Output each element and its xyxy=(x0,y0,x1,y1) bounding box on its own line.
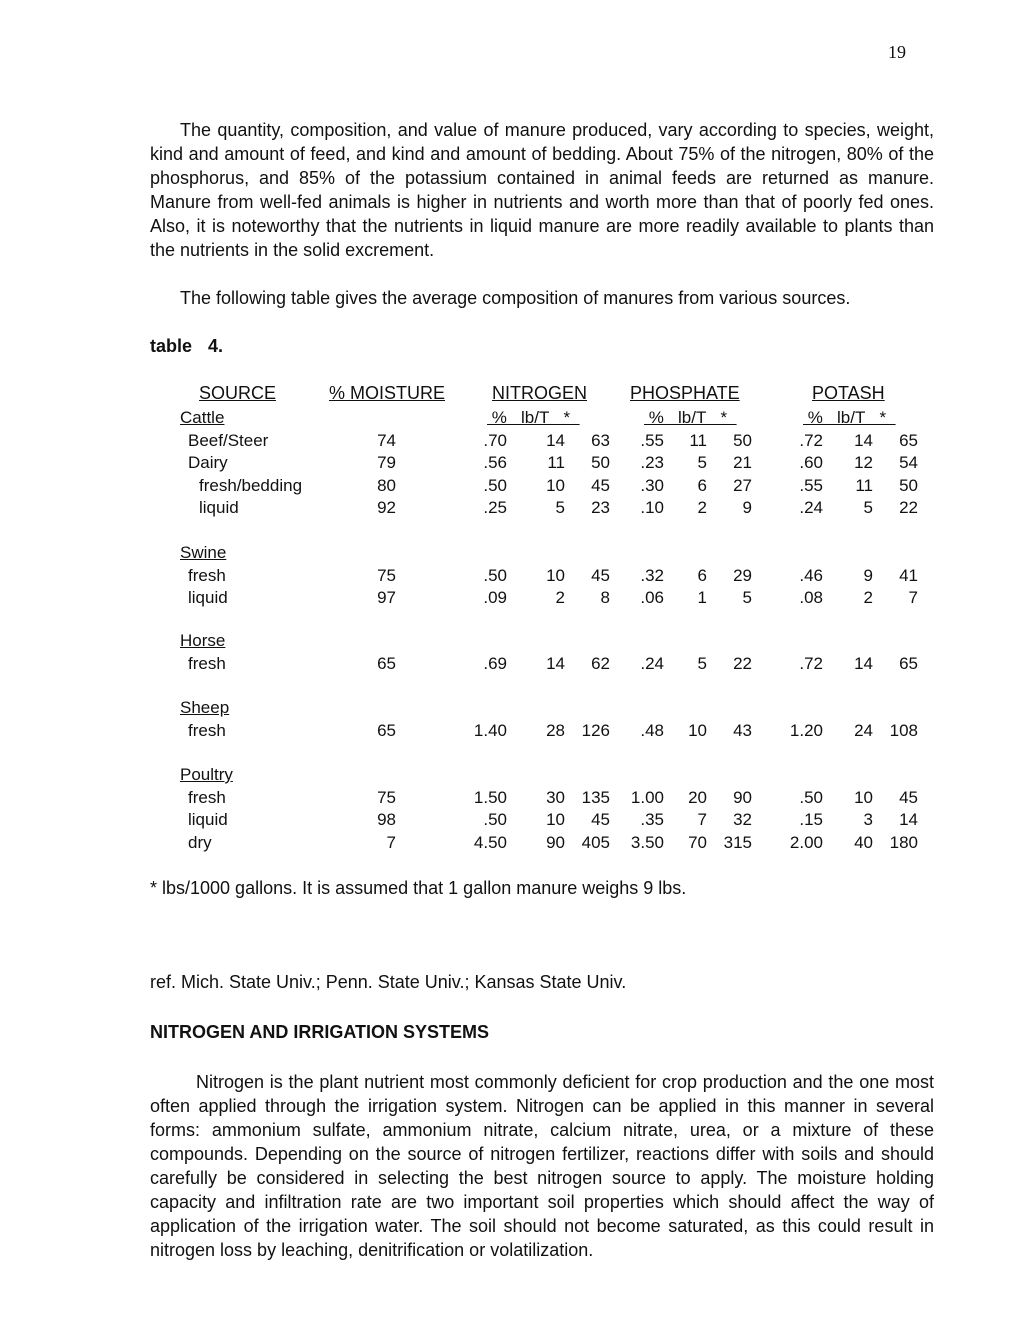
row-label: Dairy xyxy=(188,453,228,472)
potash-value: 54 xyxy=(899,453,918,472)
moisture-value: 75 xyxy=(377,787,396,807)
section-heading: NITROGEN AND IRRIGATION SYSTEMS xyxy=(150,1022,490,1042)
nitrogen-value: 63 xyxy=(591,430,610,450)
nitrogen-value: .56 xyxy=(483,453,507,472)
intro-paragraph-text: The quantity, composition, and value of manure produced, vary according to species, weight, kind and amount of feed, and kind and amount of bedding. About 75% of the nitrogen, 80% of the phosphorus, and 85% of the potassium contained in animal feeds are returned as manure. Manure from well-fed animals is higher in nutrients and worth more than that of poorly fed ones. Also, it is noteworthy that the nutrients in liquid manure are more readily available to plants than the nutrients in the solid excrement. xyxy=(150,120,934,260)
header-potash: POTASH xyxy=(812,383,885,403)
table-caption-number: 4. xyxy=(208,336,224,356)
phosphate-value: .06 xyxy=(640,588,664,607)
header-nitrogen: NITROGEN xyxy=(492,383,588,403)
row-label: fresh/bedding xyxy=(199,475,303,495)
row-label: Beef/Steer xyxy=(188,430,269,450)
potash-value: 22 xyxy=(899,498,918,517)
potash-value: .24 xyxy=(799,498,823,517)
potash-value: 11 xyxy=(855,475,873,495)
table-caption xyxy=(150,336,223,357)
potash-value: 14 xyxy=(899,810,918,829)
phosphate-value: 20 xyxy=(688,787,707,807)
phosphate-value: 32 xyxy=(733,810,752,829)
moisture-value: 65 xyxy=(377,720,396,740)
nitrogen-value: .25 xyxy=(483,498,507,517)
phosphate-value: 9 xyxy=(742,498,752,517)
phosphate-value: 3.50 xyxy=(630,832,664,852)
nitrogen-value: 45 xyxy=(591,475,610,495)
nitrogen-value: 11 xyxy=(547,453,565,472)
nitrogen-value: 10 xyxy=(546,475,565,495)
phosphate-value: 315 xyxy=(723,832,752,852)
nitrogen-value: .50 xyxy=(483,810,507,829)
phosphate-value: 1.00 xyxy=(630,787,664,807)
potash-value: 14 xyxy=(854,653,873,673)
phosphate-value: 27 xyxy=(733,475,752,495)
header-moisture: % MOISTURE xyxy=(329,383,446,403)
phosphate-value: 10 xyxy=(688,720,707,740)
table-caption-label: table xyxy=(150,336,193,356)
nitrogen-value: 8 xyxy=(600,588,610,607)
row-label: fresh xyxy=(188,720,226,740)
table-intro-text xyxy=(150,286,850,310)
group-label-cattle: Cattle xyxy=(180,408,225,427)
potash-value: .55 xyxy=(799,475,823,495)
row-label: dry xyxy=(188,832,212,852)
phosphate-value: .32 xyxy=(640,565,664,585)
potash-value: .46 xyxy=(799,565,823,585)
potash-value: 14 xyxy=(854,430,873,450)
phosphate-value: 90 xyxy=(733,787,752,807)
nitrogen-value: .09 xyxy=(483,588,507,607)
potash-value: 9 xyxy=(863,565,873,585)
subheader-phosphate: % lb/T * xyxy=(644,408,737,427)
nitrogen-value: 126 xyxy=(581,720,610,740)
potash-value: 108 xyxy=(889,720,918,740)
nitrogen-value: 405 xyxy=(581,832,610,852)
footnote: * lbs/1000 gallons. It is assumed that 1 gallon manure weighs 9 lbs. xyxy=(150,878,687,898)
potash-value: 7 xyxy=(908,588,918,607)
phosphate-value: 43 xyxy=(733,720,752,740)
phosphate-value: .35 xyxy=(640,810,664,829)
row-label: liquid xyxy=(188,810,228,829)
phosphate-value: 2 xyxy=(697,498,707,517)
nitrogen-value: 10 xyxy=(546,810,565,829)
moisture-value: 92 xyxy=(377,498,396,517)
nitrogen-value: 2 xyxy=(555,588,565,607)
moisture-value: 74 xyxy=(377,430,396,450)
nitrogen-value: 4.50 xyxy=(473,832,507,852)
phosphate-value: 50 xyxy=(733,430,752,450)
phosphate-value: 1 xyxy=(697,588,707,607)
phosphate-value: .24 xyxy=(640,653,664,673)
group-label-sheep: Sheep xyxy=(180,698,230,717)
potash-value: .72 xyxy=(799,653,823,673)
potash-value: 65 xyxy=(899,430,918,450)
moisture-value: 80 xyxy=(377,475,396,495)
potash-value: 12 xyxy=(854,453,873,472)
phosphate-value: 22 xyxy=(733,653,752,673)
row-label: fresh xyxy=(188,787,226,807)
potash-value: 50 xyxy=(899,475,918,495)
potash-value: 45 xyxy=(899,787,918,807)
potash-value: 5 xyxy=(863,498,873,517)
phosphate-value: .10 xyxy=(640,498,664,517)
nitrogen-value: 135 xyxy=(581,787,610,807)
nitrogen-value: 10 xyxy=(546,565,565,585)
potash-value: .60 xyxy=(799,453,823,472)
potash-value: 24 xyxy=(854,720,873,740)
nitrogen-value: 30 xyxy=(546,787,565,807)
phosphate-value: 29 xyxy=(733,565,752,585)
moisture-value: 75 xyxy=(377,565,396,585)
potash-value: 3 xyxy=(863,810,873,829)
potash-value: .08 xyxy=(799,588,823,607)
header-phosphate: PHOSPHATE xyxy=(630,383,740,403)
potash-value: .50 xyxy=(799,787,823,807)
row-label: fresh xyxy=(188,653,226,673)
moisture-value: 7 xyxy=(386,832,396,852)
moisture-value: 79 xyxy=(377,453,396,472)
nitrogen-value: 23 xyxy=(591,498,610,517)
potash-value: 10 xyxy=(854,787,873,807)
potash-value: 40 xyxy=(854,832,873,852)
subheader-nitrogen: % lb/T * xyxy=(487,408,580,427)
nitrogen-value: .70 xyxy=(483,430,507,450)
phosphate-value: 11 xyxy=(689,430,707,450)
phosphate-value: .48 xyxy=(640,720,664,740)
phosphate-value: 5 xyxy=(742,588,752,607)
potash-value: 65 xyxy=(899,653,918,673)
potash-value: .15 xyxy=(799,810,823,829)
nitrogen-value: 14 xyxy=(546,653,565,673)
table-intro-sentence: The following table gives the average composition of manures from various sources. xyxy=(180,288,851,308)
phosphate-value: 70 xyxy=(688,832,707,852)
header-source: SOURCE xyxy=(199,383,277,403)
intro-paragraph xyxy=(150,118,934,262)
nitrogen-value: 5 xyxy=(555,498,565,517)
phosphate-value: .55 xyxy=(640,430,664,450)
group-label-horse: Horse xyxy=(180,631,226,650)
row-label: liquid xyxy=(188,588,228,607)
nitrogen-paragraph xyxy=(150,1070,934,1262)
phosphate-value: 5 xyxy=(697,653,707,673)
potash-value: 2.00 xyxy=(789,832,823,852)
row-label: liquid xyxy=(199,498,239,517)
subheader-potash: % lb/T * xyxy=(803,408,896,427)
nitrogen-value: 50 xyxy=(591,453,610,472)
phosphate-value: 6 xyxy=(697,565,707,585)
phosphate-value: .30 xyxy=(640,475,664,495)
moisture-value: 65 xyxy=(377,653,396,673)
phosphate-value: 5 xyxy=(697,453,707,472)
nitrogen-value: .69 xyxy=(483,653,507,673)
nitrogen-value: .50 xyxy=(483,475,507,495)
nitrogen-value: 1.50 xyxy=(473,787,507,807)
potash-value: .72 xyxy=(799,430,823,450)
moisture-value: 98 xyxy=(377,810,396,829)
nitrogen-value: 45 xyxy=(591,565,610,585)
nitrogen-value: 14 xyxy=(546,430,565,450)
reference-line: ref. Mich. State Univ.; Penn. State Univ.; Kansas State Univ. xyxy=(150,972,627,992)
phosphate-value: 7 xyxy=(697,810,707,829)
phosphate-value: .23 xyxy=(640,453,664,472)
potash-value: 180 xyxy=(889,832,918,852)
potash-value: 2 xyxy=(863,588,873,607)
moisture-value: 97 xyxy=(377,588,396,607)
nitrogen-value: 1.40 xyxy=(473,720,507,740)
nitrogen-value: .50 xyxy=(483,565,507,585)
nitrogen-value: 28 xyxy=(546,720,565,740)
group-label-poultry: Poultry xyxy=(180,765,233,784)
nitrogen-value: 90 xyxy=(546,832,565,852)
row-label: fresh xyxy=(188,565,226,585)
nitrogen-paragraph-text: Nitrogen is the plant nutrient most commonly deficient for crop production and the one most often applied through the irrigation system. Nitrogen can be applied in this manner in several forms: ammonium sulfate, ammonium nitrate, calcium nitrate, urea, or a mixture of these compounds. Depending on the source of nitrogen fertilizer, reactions differ with soils and should carefully be considered in selecting the best nitrogen source to apply. The moisture holding capacity and infiltration rate are two important soil properties which should affect the way of application of the irrigation water. The soil should not become saturated, as this could result in nitrogen loss by leaching, denitrification or volatilization. xyxy=(150,1072,934,1260)
nitrogen-value: 62 xyxy=(591,653,610,673)
page-number: 19 xyxy=(888,42,906,62)
potash-value: 41 xyxy=(899,565,918,585)
potash-value: 1.20 xyxy=(789,720,823,740)
nitrogen-value: 45 xyxy=(591,810,610,829)
group-label-swine: Swine xyxy=(180,543,227,562)
phosphate-value: 6 xyxy=(697,475,707,495)
phosphate-value: 21 xyxy=(733,453,752,472)
